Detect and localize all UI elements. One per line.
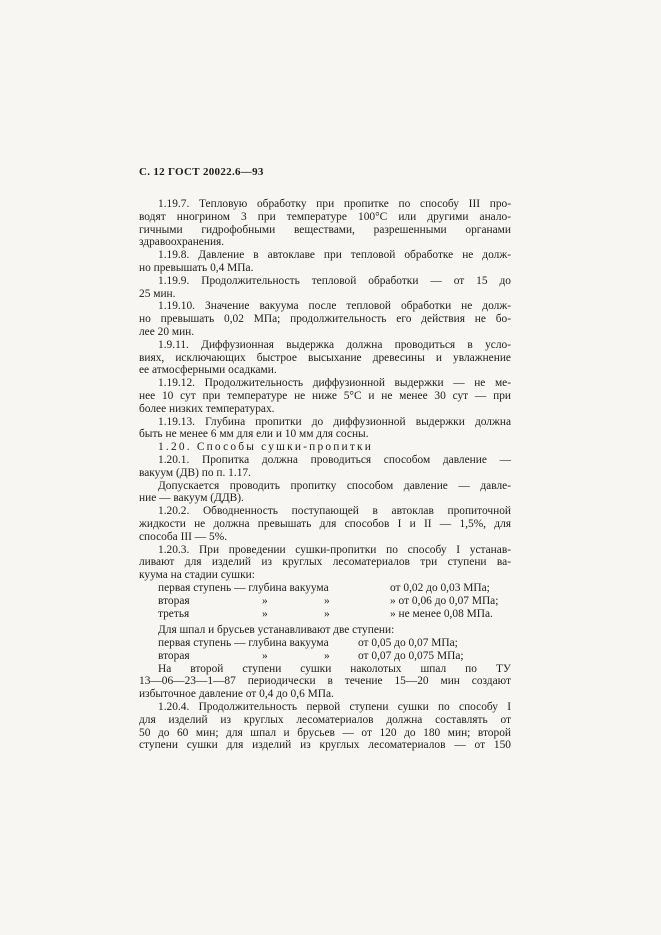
table-cell: первая ступень — глубина вакуума <box>158 637 329 650</box>
text-line: 1.9.11. Диффузионная выдержка должна проводиться в усло- <box>158 338 511 351</box>
text-line: 50 до 60 мин; для шпал и брусьев — от 120 до 180 мин; второй <box>139 726 511 739</box>
text-line: 1.19.12. Продолжительность диффузионной выдержки — не ме- <box>158 377 511 390</box>
vacuum-table-row <box>139 595 511 608</box>
text-line: здравоохранения. <box>139 236 225 249</box>
vacuum-table-row <box>139 650 511 663</box>
text-line: Для шпал и брусьев устанавливают две ступени: <box>158 624 395 637</box>
text-line: но превышать 0,02 МПа; продолжительность его действия не бо- <box>139 313 511 326</box>
table-cell: » <box>324 594 330 607</box>
text-line: 1.19.7. Тепловую обработку при пропитке по способу III про- <box>158 198 511 210</box>
text-line: 1.19.8. Давление в автоклаве при тепловой обработке не долж- <box>158 249 511 262</box>
text-line: для изделий из круглых лесоматериалов должна составлять от <box>139 713 511 726</box>
text-line: гичными гидрофобными веществами, разрешенными органами <box>139 223 511 236</box>
text-line: ние — вакуум (ДДВ). <box>139 492 244 505</box>
text-line: 25 мин. <box>139 287 176 300</box>
table-cell: » от 0,06 до 0,07 МПа; <box>390 594 499 607</box>
text-line: На второй ступени сушки наколотых шпал по ТУ <box>158 662 511 675</box>
table-cell: » <box>262 607 268 620</box>
vacuum-table-row <box>139 637 511 650</box>
text-line: водят нногрином 3 при температуре 100°С или другими анало- <box>139 210 511 223</box>
text-line: способа III — 5%. <box>139 530 228 543</box>
text-line: ливают для изделий из круглых лесоматериалов три ступени ва- <box>139 556 511 569</box>
table-cell: от 0,07 до 0,075 МПа; <box>358 649 464 662</box>
text-line: 13—06—23—1—87 периодически в течение 15—20 мин создают <box>139 675 511 688</box>
table-cell: первая ступень — глубина вакуума <box>158 581 329 594</box>
text-line: лее 20 мин. <box>139 325 195 338</box>
table-cell: » не менее 0,08 МПа. <box>390 607 493 620</box>
text-line: 1.20.3. При проведении сушки-пропитки по способу I устанав- <box>158 543 511 556</box>
table-cell: вторая <box>158 594 190 607</box>
text-line: 1.19.9. Продолжительность тепловой обработки — от 15 до <box>158 274 511 287</box>
text-line: 1.20.2. Обводненность поступающей в автоклав пропиточной <box>158 505 511 518</box>
text-line: Допускается проводить пропитку способом давление — давле- <box>158 479 511 492</box>
vacuum-table-row <box>139 608 511 621</box>
table-cell: » <box>262 594 268 607</box>
page-header: С. 12 ГОСТ 20022.6—93 <box>139 166 264 178</box>
text-line: быть не менее 6 мм для ели и 10 мм для сосны. <box>139 428 369 441</box>
text-line: но превышать 0,4 МПа. <box>139 261 254 274</box>
document-body <box>139 198 511 752</box>
text-line: вакуум (ДВ) по п. 1.17. <box>139 466 251 479</box>
section-heading: 1.20. Способы сушки-пропитки <box>158 441 374 454</box>
text-line: 1.20.4. Продолжительность первой ступени сушки по способу I <box>158 701 511 714</box>
table-cell: от 0,05 до 0,07 МПа; <box>358 637 458 650</box>
text-line: 1.19.13. Глубина пропитки до диффузионной выдержки должна <box>158 415 511 428</box>
table-cell: » <box>324 649 330 662</box>
text-line: куума на стадии сушки: <box>139 569 255 582</box>
text-line: нее 10 сут при температуре не ниже 5°С и не менее 30 сут — при <box>139 389 511 402</box>
text-line: виях, исключающих быстрое высыхание древесины и увлажнение <box>139 351 511 364</box>
vacuum-table-row <box>139 582 511 595</box>
table-cell: от 0,02 до 0,03 МПа; <box>390 581 490 594</box>
text-line: жидкости не должна превышать для способов I и II — 1,5%, для <box>139 517 511 530</box>
table-cell: » <box>262 649 268 662</box>
text-line: более низких температурах. <box>139 402 275 415</box>
table-cell: вторая <box>158 649 190 662</box>
text-line: 1.20.1. Пропитка должна проводиться способом давление — <box>158 453 511 466</box>
text-line: ее атмосферными осадками. <box>139 364 277 377</box>
text-line: 1.19.10. Значение вакуума после тепловой обработки не долж- <box>158 300 511 313</box>
table-cell: третья <box>158 607 190 620</box>
table-cell: » <box>324 607 330 620</box>
text-line: ступени сушки для изделий из круглых лесоматериалов — от 150 <box>139 739 511 752</box>
text-line: избыточное давление от 0,4 до 0,6 МПа. <box>139 688 334 701</box>
